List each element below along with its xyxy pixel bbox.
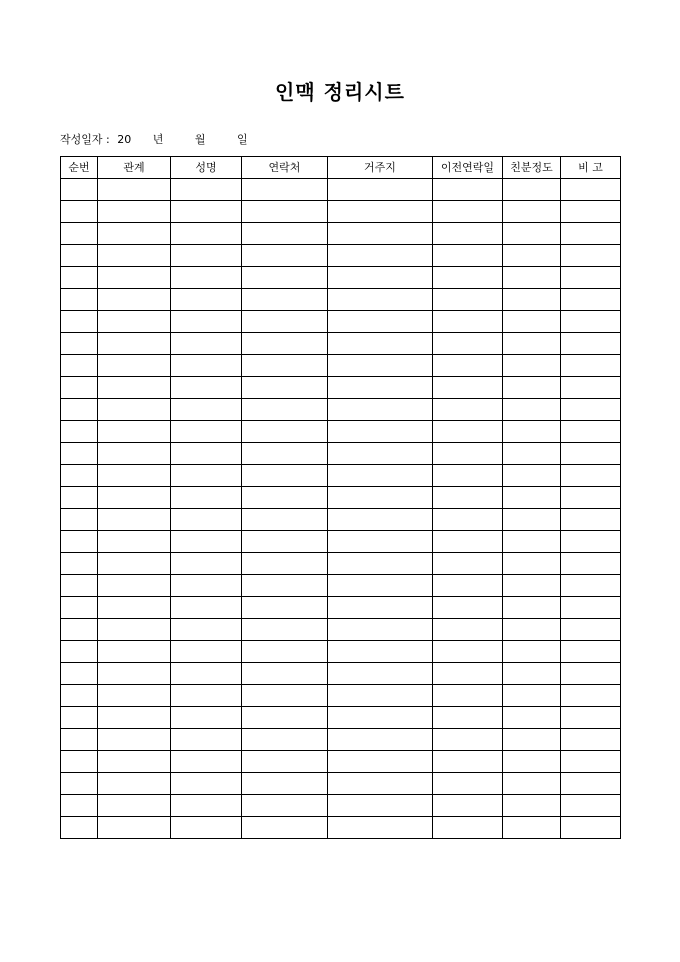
table-cell[interactable] bbox=[328, 333, 433, 355]
table-cell[interactable] bbox=[242, 641, 328, 663]
table-cell[interactable] bbox=[561, 399, 621, 421]
table-cell[interactable] bbox=[242, 245, 328, 267]
table-cell[interactable] bbox=[242, 399, 328, 421]
table-cell[interactable] bbox=[433, 465, 503, 487]
table-cell[interactable] bbox=[98, 663, 171, 685]
table-cell[interactable] bbox=[242, 465, 328, 487]
table-cell[interactable] bbox=[242, 817, 328, 839]
table-cell[interactable] bbox=[503, 289, 561, 311]
table-row bbox=[61, 443, 621, 465]
table-cell[interactable] bbox=[242, 311, 328, 333]
table-cell[interactable] bbox=[171, 333, 242, 355]
table-cell[interactable] bbox=[433, 443, 503, 465]
table-cell[interactable] bbox=[503, 377, 561, 399]
day-unit: 일 bbox=[237, 133, 248, 146]
table-cell[interactable] bbox=[561, 773, 621, 795]
table-cell[interactable] bbox=[98, 641, 171, 663]
table-cell[interactable] bbox=[503, 663, 561, 685]
table-row bbox=[61, 333, 621, 355]
table-cell[interactable] bbox=[433, 773, 503, 795]
table-cell[interactable] bbox=[242, 289, 328, 311]
table-cell[interactable] bbox=[98, 509, 171, 531]
table-cell[interactable] bbox=[61, 311, 98, 333]
table-cell[interactable] bbox=[433, 575, 503, 597]
table-cell[interactable] bbox=[561, 641, 621, 663]
table-cell[interactable] bbox=[433, 509, 503, 531]
table-cell[interactable] bbox=[328, 553, 433, 575]
table-cell[interactable] bbox=[503, 443, 561, 465]
table-row bbox=[61, 597, 621, 619]
table-cell[interactable] bbox=[328, 795, 433, 817]
table-cell[interactable] bbox=[242, 795, 328, 817]
table-cell[interactable] bbox=[433, 311, 503, 333]
table-cell[interactable] bbox=[328, 597, 433, 619]
table-row bbox=[61, 289, 621, 311]
table-cell[interactable] bbox=[61, 509, 98, 531]
table-cell[interactable] bbox=[242, 443, 328, 465]
table-cell[interactable] bbox=[328, 289, 433, 311]
table-cell[interactable] bbox=[242, 223, 328, 245]
table-cell[interactable] bbox=[171, 751, 242, 773]
table-cell[interactable] bbox=[98, 707, 171, 729]
header-number: 순번 bbox=[61, 157, 98, 179]
table-cell[interactable] bbox=[242, 553, 328, 575]
table-cell[interactable] bbox=[561, 245, 621, 267]
table-cell[interactable] bbox=[328, 201, 433, 223]
table-cell[interactable] bbox=[503, 333, 561, 355]
table-cell[interactable] bbox=[61, 333, 98, 355]
date-line bbox=[60, 133, 248, 147]
table-cell[interactable] bbox=[561, 751, 621, 773]
table-cell[interactable] bbox=[61, 751, 98, 773]
table-cell[interactable] bbox=[171, 553, 242, 575]
table-row bbox=[61, 245, 621, 267]
table-cell[interactable] bbox=[561, 619, 621, 641]
table-row bbox=[61, 465, 621, 487]
table-cell[interactable] bbox=[503, 201, 561, 223]
table-row bbox=[61, 509, 621, 531]
table-cell[interactable] bbox=[98, 311, 171, 333]
table-cell[interactable] bbox=[242, 179, 328, 201]
table-cell[interactable] bbox=[561, 355, 621, 377]
table-cell[interactable] bbox=[503, 487, 561, 509]
table-cell[interactable] bbox=[98, 751, 171, 773]
table-cell[interactable] bbox=[242, 267, 328, 289]
table-cell[interactable] bbox=[503, 707, 561, 729]
table-cell[interactable] bbox=[61, 487, 98, 509]
table-cell[interactable] bbox=[503, 399, 561, 421]
table-row bbox=[61, 377, 621, 399]
table-cell[interactable] bbox=[98, 377, 171, 399]
table-cell[interactable] bbox=[171, 201, 242, 223]
table-cell[interactable] bbox=[98, 795, 171, 817]
table-cell[interactable] bbox=[61, 465, 98, 487]
table-cell[interactable] bbox=[433, 399, 503, 421]
table-cell[interactable] bbox=[98, 685, 171, 707]
table-cell[interactable] bbox=[98, 575, 171, 597]
table-cell[interactable] bbox=[433, 377, 503, 399]
table-cell[interactable] bbox=[61, 223, 98, 245]
table-cell[interactable] bbox=[503, 575, 561, 597]
table-cell[interactable] bbox=[433, 355, 503, 377]
header-relation: 관계 bbox=[98, 157, 171, 179]
table-cell[interactable] bbox=[98, 267, 171, 289]
table-cell[interactable] bbox=[171, 267, 242, 289]
table-row bbox=[61, 487, 621, 509]
table-row bbox=[61, 355, 621, 377]
table-cell[interactable] bbox=[171, 575, 242, 597]
table-cell[interactable] bbox=[328, 685, 433, 707]
table-cell[interactable] bbox=[561, 465, 621, 487]
table-cell[interactable] bbox=[433, 421, 503, 443]
table-cell[interactable] bbox=[242, 487, 328, 509]
table-row bbox=[61, 223, 621, 245]
table-cell[interactable] bbox=[98, 223, 171, 245]
table-cell[interactable] bbox=[503, 553, 561, 575]
table-cell[interactable] bbox=[98, 399, 171, 421]
table-cell[interactable] bbox=[561, 201, 621, 223]
table-cell[interactable] bbox=[561, 795, 621, 817]
table-cell[interactable] bbox=[171, 421, 242, 443]
table-cell[interactable] bbox=[328, 179, 433, 201]
table-cell[interactable] bbox=[242, 685, 328, 707]
table-row bbox=[61, 641, 621, 663]
table-cell[interactable] bbox=[503, 641, 561, 663]
table-cell[interactable] bbox=[98, 245, 171, 267]
table-row bbox=[61, 421, 621, 443]
table-cell[interactable] bbox=[61, 245, 98, 267]
table-cell[interactable] bbox=[171, 531, 242, 553]
table-cell[interactable] bbox=[328, 641, 433, 663]
table-row bbox=[61, 773, 621, 795]
table-cell[interactable] bbox=[433, 201, 503, 223]
table-cell[interactable] bbox=[561, 421, 621, 443]
table-row bbox=[61, 685, 621, 707]
table-cell[interactable] bbox=[61, 267, 98, 289]
table-cell[interactable] bbox=[98, 597, 171, 619]
table-cell[interactable] bbox=[433, 795, 503, 817]
table-row bbox=[61, 201, 621, 223]
table-cell[interactable] bbox=[98, 729, 171, 751]
table-cell[interactable] bbox=[561, 597, 621, 619]
table-cell[interactable] bbox=[171, 509, 242, 531]
table-cell[interactable] bbox=[433, 707, 503, 729]
contact-sheet-table bbox=[60, 156, 621, 839]
month-unit: 월 bbox=[194, 133, 206, 146]
table-cell[interactable] bbox=[561, 311, 621, 333]
table-cell[interactable] bbox=[503, 355, 561, 377]
table-cell[interactable] bbox=[328, 751, 433, 773]
table-cell[interactable] bbox=[171, 817, 242, 839]
date-label: 작성일자 : bbox=[60, 133, 110, 146]
table-cell[interactable] bbox=[61, 399, 98, 421]
table-cell[interactable] bbox=[242, 751, 328, 773]
table-row bbox=[61, 817, 621, 839]
table-cell[interactable] bbox=[242, 575, 328, 597]
table-cell[interactable] bbox=[503, 751, 561, 773]
table-cell[interactable] bbox=[328, 355, 433, 377]
table-cell[interactable] bbox=[61, 355, 98, 377]
table-cell[interactable] bbox=[503, 531, 561, 553]
table-cell[interactable] bbox=[171, 311, 242, 333]
table-cell[interactable] bbox=[171, 707, 242, 729]
table-cell[interactable] bbox=[61, 575, 98, 597]
table-cell[interactable] bbox=[328, 223, 433, 245]
header-closeness: 친분정도 bbox=[503, 157, 561, 179]
table-cell[interactable] bbox=[242, 729, 328, 751]
table-cell[interactable] bbox=[503, 421, 561, 443]
table-cell[interactable] bbox=[433, 729, 503, 751]
table-cell[interactable] bbox=[242, 509, 328, 531]
table-cell[interactable] bbox=[242, 597, 328, 619]
table-cell[interactable] bbox=[328, 773, 433, 795]
table-cell[interactable] bbox=[242, 201, 328, 223]
table-cell[interactable] bbox=[98, 179, 171, 201]
table-cell[interactable] bbox=[503, 179, 561, 201]
table-cell[interactable] bbox=[61, 443, 98, 465]
table-cell[interactable] bbox=[242, 377, 328, 399]
table-cell[interactable] bbox=[561, 289, 621, 311]
header-residence: 거주지 bbox=[328, 157, 433, 179]
table-cell[interactable] bbox=[433, 597, 503, 619]
header-contact: 연락처 bbox=[242, 157, 328, 179]
table-cell[interactable] bbox=[328, 399, 433, 421]
table-row bbox=[61, 311, 621, 333]
table-cell[interactable] bbox=[503, 267, 561, 289]
table-cell[interactable] bbox=[328, 377, 433, 399]
table-cell[interactable] bbox=[433, 817, 503, 839]
table-cell[interactable] bbox=[433, 267, 503, 289]
table-cell[interactable] bbox=[171, 487, 242, 509]
table-cell[interactable] bbox=[433, 487, 503, 509]
table-cell[interactable] bbox=[503, 773, 561, 795]
table-cell[interactable] bbox=[171, 223, 242, 245]
table-cell[interactable] bbox=[561, 817, 621, 839]
table-cell[interactable] bbox=[433, 179, 503, 201]
header-last-contact-date: 이전연락일 bbox=[433, 157, 503, 179]
table-cell[interactable] bbox=[242, 333, 328, 355]
table-cell[interactable] bbox=[561, 553, 621, 575]
table-cell[interactable] bbox=[98, 355, 171, 377]
table-cell[interactable] bbox=[171, 729, 242, 751]
table-cell[interactable] bbox=[328, 421, 433, 443]
table-cell[interactable] bbox=[561, 333, 621, 355]
table-cell[interactable] bbox=[242, 355, 328, 377]
table-cell[interactable] bbox=[561, 443, 621, 465]
table-cell[interactable] bbox=[61, 773, 98, 795]
table-cell[interactable] bbox=[171, 245, 242, 267]
table-cell[interactable] bbox=[61, 553, 98, 575]
table-cell[interactable] bbox=[242, 707, 328, 729]
table-cell[interactable] bbox=[561, 179, 621, 201]
table-cell[interactable] bbox=[61, 817, 98, 839]
table-row bbox=[61, 795, 621, 817]
table-cell[interactable] bbox=[98, 333, 171, 355]
table-cell[interactable] bbox=[61, 729, 98, 751]
table-cell[interactable] bbox=[171, 399, 242, 421]
table-cell[interactable] bbox=[61, 377, 98, 399]
table-cell[interactable] bbox=[561, 267, 621, 289]
table-cell[interactable] bbox=[171, 641, 242, 663]
table-row bbox=[61, 751, 621, 773]
table-row bbox=[61, 729, 621, 751]
table-cell[interactable] bbox=[242, 531, 328, 553]
table-cell[interactable] bbox=[561, 575, 621, 597]
table-cell[interactable] bbox=[242, 663, 328, 685]
table-body bbox=[61, 179, 621, 839]
table-cell[interactable] bbox=[328, 663, 433, 685]
table-cell[interactable] bbox=[433, 619, 503, 641]
year-unit: 년 bbox=[152, 133, 164, 146]
table-cell[interactable] bbox=[503, 817, 561, 839]
table-row bbox=[61, 707, 621, 729]
table-cell[interactable] bbox=[61, 707, 98, 729]
table-cell[interactable] bbox=[503, 245, 561, 267]
table-cell[interactable] bbox=[433, 531, 503, 553]
table-cell[interactable] bbox=[61, 795, 98, 817]
table-row bbox=[61, 531, 621, 553]
table-cell[interactable] bbox=[98, 553, 171, 575]
table-cell[interactable] bbox=[561, 531, 621, 553]
table-cell[interactable] bbox=[503, 597, 561, 619]
table-cell[interactable] bbox=[61, 619, 98, 641]
table-cell[interactable] bbox=[98, 487, 171, 509]
table-cell[interactable] bbox=[561, 663, 621, 685]
table-cell[interactable] bbox=[433, 663, 503, 685]
table-cell[interactable] bbox=[242, 773, 328, 795]
table-cell[interactable] bbox=[171, 619, 242, 641]
table-row bbox=[61, 179, 621, 201]
table-cell[interactable] bbox=[433, 553, 503, 575]
document-title: 인맥 정리시트 bbox=[275, 80, 405, 104]
table-cell[interactable] bbox=[328, 619, 433, 641]
table-cell[interactable] bbox=[503, 311, 561, 333]
header-name: 성명 bbox=[171, 157, 242, 179]
table-row bbox=[61, 399, 621, 421]
table-cell[interactable] bbox=[171, 355, 242, 377]
table-cell[interactable] bbox=[433, 223, 503, 245]
table-cell[interactable] bbox=[98, 773, 171, 795]
table-cell[interactable] bbox=[503, 509, 561, 531]
table-cell[interactable] bbox=[61, 641, 98, 663]
table-cell[interactable] bbox=[242, 619, 328, 641]
table-cell[interactable] bbox=[328, 245, 433, 267]
table-cell[interactable] bbox=[328, 531, 433, 553]
table-cell[interactable] bbox=[171, 795, 242, 817]
table-cell[interactable] bbox=[503, 729, 561, 751]
table-cell[interactable] bbox=[171, 465, 242, 487]
table-cell[interactable] bbox=[328, 487, 433, 509]
table-cell[interactable] bbox=[503, 223, 561, 245]
table-cell[interactable] bbox=[242, 421, 328, 443]
table-row bbox=[61, 619, 621, 641]
table-cell[interactable] bbox=[171, 597, 242, 619]
table-cell[interactable] bbox=[503, 795, 561, 817]
table-cell[interactable] bbox=[98, 619, 171, 641]
table-cell[interactable] bbox=[98, 443, 171, 465]
table-cell[interactable] bbox=[328, 311, 433, 333]
table-cell[interactable] bbox=[503, 465, 561, 487]
table-cell[interactable] bbox=[433, 333, 503, 355]
table-cell[interactable] bbox=[98, 817, 171, 839]
table-cell[interactable] bbox=[171, 377, 242, 399]
table-cell[interactable] bbox=[328, 817, 433, 839]
table-row bbox=[61, 553, 621, 575]
table-cell[interactable] bbox=[61, 421, 98, 443]
table-cell[interactable] bbox=[503, 619, 561, 641]
table-cell[interactable] bbox=[171, 663, 242, 685]
table-cell[interactable] bbox=[61, 685, 98, 707]
table-cell[interactable] bbox=[561, 487, 621, 509]
table-cell[interactable] bbox=[433, 245, 503, 267]
table-cell[interactable] bbox=[561, 707, 621, 729]
table-cell[interactable] bbox=[561, 685, 621, 707]
table-cell[interactable] bbox=[98, 289, 171, 311]
table-cell[interactable] bbox=[171, 289, 242, 311]
table-row bbox=[61, 267, 621, 289]
table-cell[interactable] bbox=[328, 465, 433, 487]
table-cell[interactable] bbox=[561, 509, 621, 531]
table-cell[interactable] bbox=[61, 289, 98, 311]
table-cell[interactable] bbox=[171, 179, 242, 201]
table-cell[interactable] bbox=[328, 575, 433, 597]
table-cell[interactable] bbox=[61, 597, 98, 619]
table-cell[interactable] bbox=[433, 289, 503, 311]
header-row bbox=[61, 157, 621, 179]
table-cell[interactable] bbox=[503, 685, 561, 707]
table-cell[interactable] bbox=[171, 685, 242, 707]
table-cell[interactable] bbox=[561, 223, 621, 245]
table-cell[interactable] bbox=[61, 201, 98, 223]
table-row bbox=[61, 575, 621, 597]
table-cell[interactable] bbox=[433, 685, 503, 707]
header-remarks: 비 고 bbox=[561, 157, 621, 179]
table-cell[interactable] bbox=[328, 509, 433, 531]
table-cell[interactable] bbox=[328, 729, 433, 751]
table-cell[interactable] bbox=[98, 531, 171, 553]
table-cell[interactable] bbox=[98, 465, 171, 487]
table-cell[interactable] bbox=[433, 751, 503, 773]
table-cell[interactable] bbox=[433, 641, 503, 663]
table-cell[interactable] bbox=[61, 179, 98, 201]
table-cell[interactable] bbox=[98, 421, 171, 443]
table-cell[interactable] bbox=[171, 773, 242, 795]
table-cell[interactable] bbox=[561, 729, 621, 751]
table-cell[interactable] bbox=[561, 377, 621, 399]
table-cell[interactable] bbox=[328, 443, 433, 465]
table-cell[interactable] bbox=[171, 443, 242, 465]
table-cell[interactable] bbox=[328, 267, 433, 289]
table-cell[interactable] bbox=[98, 201, 171, 223]
table-cell[interactable] bbox=[61, 531, 98, 553]
table-row bbox=[61, 663, 621, 685]
year-prefix: 20 bbox=[117, 133, 132, 146]
table-cell[interactable] bbox=[61, 663, 98, 685]
table-cell[interactable] bbox=[328, 707, 433, 729]
